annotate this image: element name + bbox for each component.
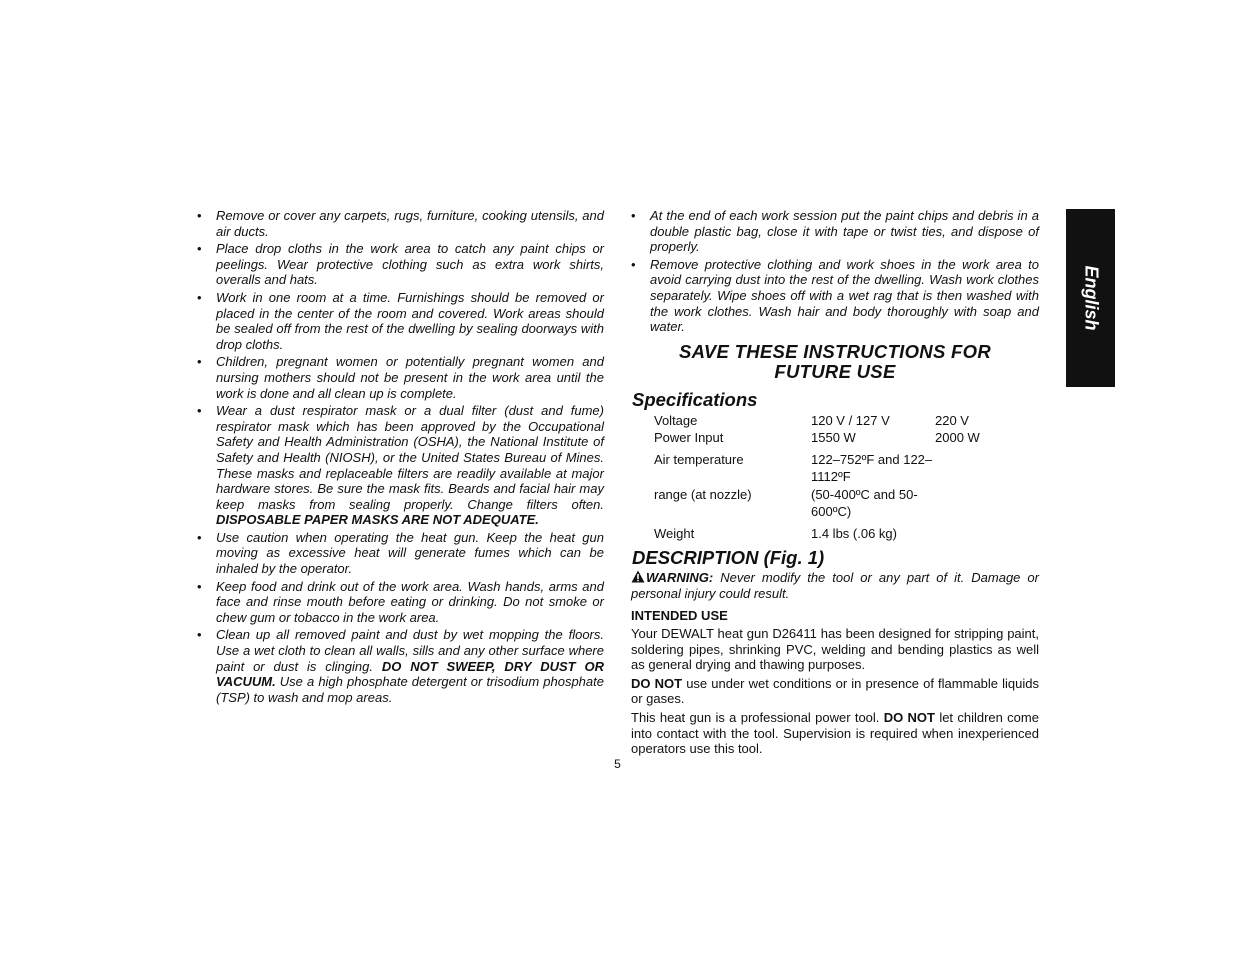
- spec-value-alt: [935, 521, 980, 543]
- bullet-marker: •: [197, 529, 202, 545]
- spec-row: [654, 486, 980, 521]
- bullet-marker: •: [197, 208, 202, 223]
- spec-label: Power Input: [654, 430, 724, 446]
- bullet-emphasis: DO NOT SWEEP, DRY DUST OR VACUUM.: [216, 658, 604, 690]
- spec-value: 122–752ºF and 122–1112ºF: [811, 451, 933, 485]
- bullet-marker: •: [197, 627, 202, 643]
- list-item: [197, 579, 604, 626]
- cleanup-bullet-list: [631, 208, 1039, 335]
- specifications-heading: Specifications: [632, 388, 758, 410]
- list-item: [197, 627, 604, 705]
- do-not-label: DO NOT: [883, 710, 935, 725]
- spec-label: range (at nozzle): [654, 486, 752, 502]
- warning-notice: [631, 570, 1039, 601]
- save-title-line2: FUTURE USE: [774, 360, 896, 382]
- specifications-table: [654, 412, 980, 543]
- bullet-text: Keep food and drink out of the work area. Wash hands, arms and face and rinse mouth before eating or drinking. Do not smoke or chew gum or tobacco in the work area.: [216, 578, 604, 625]
- bullet-marker: •: [197, 354, 202, 370]
- bullet-marker: •: [197, 289, 202, 305]
- list-item: [197, 530, 604, 577]
- spec-value-alt: 2000 W: [935, 430, 980, 446]
- spec-value-alt: [935, 447, 980, 486]
- wet-conditions-paragraph: [631, 676, 1039, 707]
- children-supervision-text: let children come into contact with the tool. Supervision is required when inexperienced operators use this tool.: [631, 710, 1039, 757]
- spec-value: 1550 W: [811, 430, 856, 446]
- bullet-text: At the end of each work session put the paint chips and debris in a double plastic bag, close it with tape or twist ties, and dispose of properly.: [650, 208, 1039, 255]
- save-instructions-title: [631, 342, 1039, 382]
- intended-use-heading: INTENDED USE: [631, 608, 728, 624]
- warning-text: Never modify the tool or any part of it. Damage or personal injury could result.: [631, 570, 1039, 601]
- spec-row: [654, 412, 980, 430]
- list-item: [197, 208, 604, 239]
- bullet-text: Remove protective clothing and work shoes in the work area to avoid carrying dust into the rest of the dwelling. Wash work clothes separately. Wipe shoes off with a wet rag that is then washed with the work clothes. Wash hair and body thoroughly with soap and water.: [650, 256, 1039, 335]
- bullet-marker: •: [631, 256, 636, 272]
- spec-label: Air temperature: [654, 451, 744, 467]
- left-column: [197, 208, 604, 707]
- bullet-marker: •: [197, 403, 202, 419]
- spec-value: (50-400ºC and 50-600ºC): [811, 486, 918, 520]
- spec-value-alt: 220 V: [935, 412, 969, 428]
- safety-bullet-list: [197, 208, 604, 705]
- page-number: 5: [614, 757, 621, 771]
- bullet-marker: •: [631, 208, 636, 223]
- spec-label: Weight: [654, 525, 695, 541]
- bullet-marker: •: [197, 241, 202, 257]
- bullet-text-continued: Use a high phosphate detergent or trisodium phosphate (TSP) to wash and mop areas.: [216, 674, 604, 705]
- language-tab-label: English: [1081, 265, 1101, 331]
- list-item: [197, 354, 604, 401]
- list-item: [197, 290, 604, 352]
- description-heading: DESCRIPTION (Fig. 1): [632, 547, 825, 569]
- save-title-line1: SAVE THESE INSTRUCTIONS FOR: [678, 340, 991, 362]
- bullet-marker: •: [197, 578, 202, 594]
- do-not-label: DO NOT: [631, 675, 683, 691]
- right-column: [631, 208, 1039, 760]
- bullet-text: Clean up all removed paint and dust by wet mopping the floors. Use a wet cloth to clean all walls, sills and any other surface where paint or dust is clinging.: [216, 627, 604, 674]
- warning-label: WARNING:: [646, 570, 714, 586]
- list-item: [631, 257, 1039, 335]
- spec-value: 120 V / 127 V: [811, 412, 890, 428]
- list-item: [197, 403, 604, 528]
- wet-conditions-text: use under wet conditions or in presence of flammable liquids or gases.: [631, 675, 1039, 707]
- spec-row: [654, 447, 980, 486]
- professional-tool-paragraph: [631, 710, 1039, 757]
- warning-triangle-icon: [631, 570, 645, 583]
- bullet-text: Children, pregnant women or potentially pregnant women and nursing mothers should not be present in the work area until the work is done and all clean up is complete.: [216, 354, 604, 401]
- bullet-text: Wear a dust respirator mask or a dual filter (dust and fume) respirator mask which has been approved by the Occupational Safety and Health Administration (OSHA), the National Institute of Safety and Health (NIOSH), or the United States Bureau of Mines. These masks and replaceable filters are readily available at major hardware stores. Be sure the mask fits. Beards and facial hair may keep masks from sealing properly. Change filters often.: [216, 403, 604, 512]
- spec-row: [654, 521, 980, 543]
- bullet-emphasis: DISPOSABLE PAPER MASKS ARE NOT ADEQUATE.: [216, 512, 539, 528]
- bullet-text: Work in one room at a time. Furnishings should be removed or placed in the center of the room and covered. Work areas should be sealed off from the rest of the dwelling by sealing doorways with drop cloths.: [216, 289, 604, 352]
- list-item: [197, 241, 604, 288]
- spec-row: [654, 429, 980, 447]
- spec-label: Voltage: [654, 412, 698, 428]
- bullet-text: Use caution when operating the heat gun. Keep the heat gun moving as excessive heat will generate fumes which can be inhaled by the operator.: [216, 529, 604, 577]
- bullet-text: Place drop cloths in the work area to catch any paint chips or peelings. Wear protective clothing such as extra work shirts, overalls and hats.: [216, 241, 604, 288]
- professional-tool-text: This heat gun is a professional power tool.: [631, 710, 880, 725]
- list-item: [631, 208, 1039, 255]
- language-tab: [1066, 209, 1115, 387]
- bullet-text: Remove or cover any carpets, rugs, furniture, cooking utensils, and air ducts.: [216, 208, 604, 239]
- spec-value-alt: [935, 486, 980, 521]
- spec-value: 1.4 lbs (.06 kg): [811, 525, 897, 541]
- intended-use-paragraph: Your DEWALT heat gun D26411 has been designed for stripping paint, soldering pipes, shrinking PVC, welding and bending plastics as well as general drying and thawing purposes.: [631, 626, 1039, 673]
